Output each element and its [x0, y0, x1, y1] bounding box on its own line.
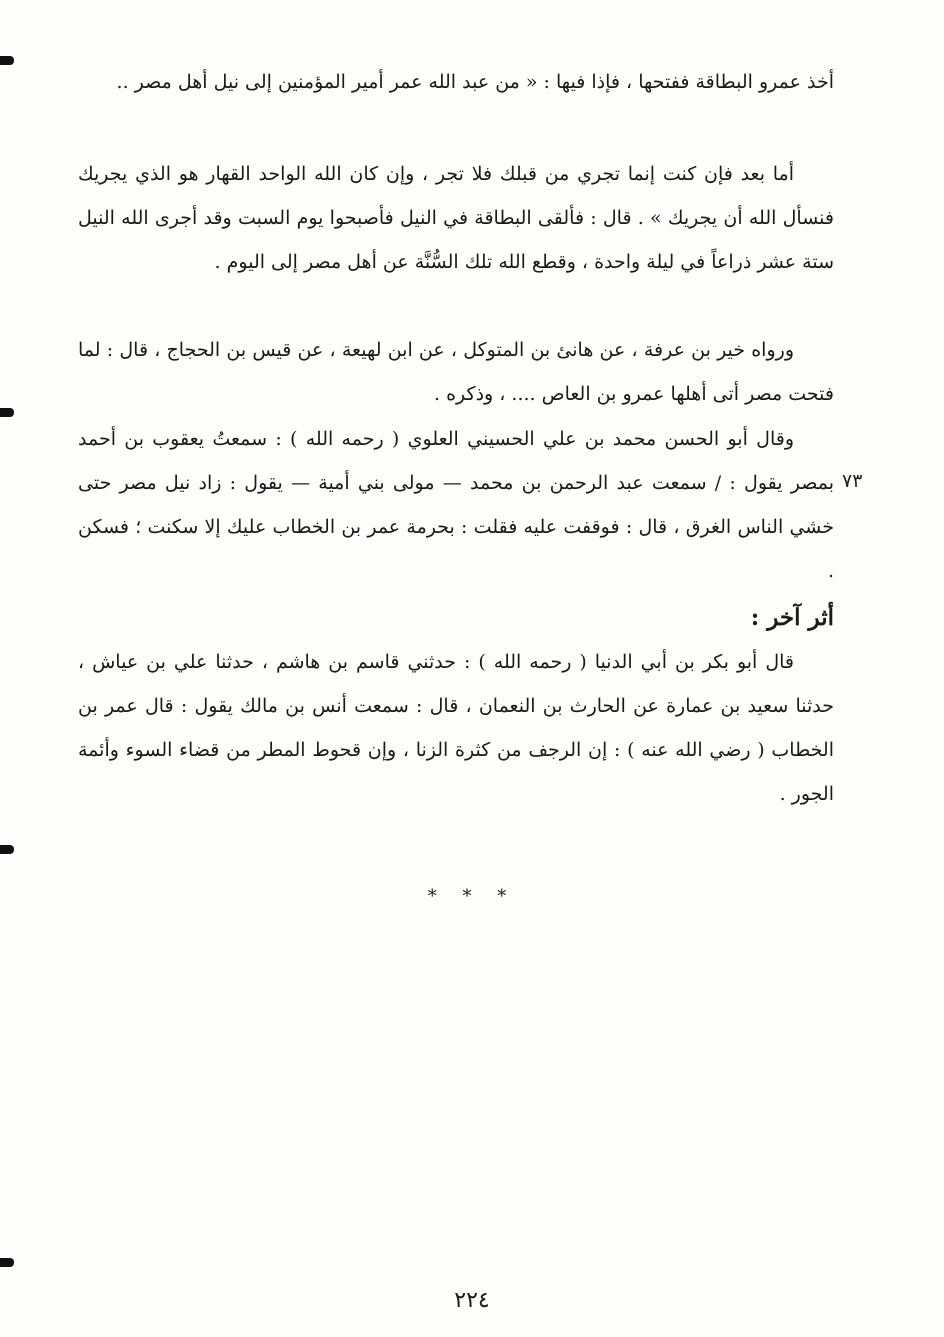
paragraph-text: وقال أبو الحسن محمد بن علي الحسيني العلوي ( رحمه الله ) : سمعتُ يعقوب بن أحمد بمصر يقول : / سمعت عبد الرحمن بن محمد — مولى بني أمية — يقول : زاد نيل مصر حتى خشي الناس الغرق ، قال : فوقفت عليه فقلت : بحرمة عمر بن الخطاب عليك إلا سكنت ؛ فسكن . — [78, 428, 834, 582]
paragraph-3 — [78, 328, 834, 416]
binding-mark — [0, 845, 14, 854]
paragraph-2 — [78, 152, 834, 284]
paragraph-text: قال أبو بكر بن أبي الدنيا ( رحمه الله ) : حدثني قاسم بن هاشم ، حدثنا علي بن عياش ، حدثنا سعيد بن عمارة عن الحارث بن النعمان ، قال : سمعت أنس بن مالك يقول : قال عمر بن الخطاب ( رضي الله عنه ) : إن الرجف من كثرة الزنا ، وإن قحوط المطر من قضاء السوء وأئمة الجور . — [78, 651, 834, 805]
section-heading: أثر آخر : — [750, 604, 834, 631]
page-number: ٢٢٤ — [454, 1288, 490, 1313]
paragraph-text: أخذ عمرو البطاقة ففتحها ، فإذا فيها : « من عبد الله عمر أمير المؤمنين إلى نيل أهل مصر .. — [116, 71, 834, 93]
margin-page-number: ٧٣ — [842, 470, 863, 492]
paragraph-text: أما بعد فإن كنت إنما تجري من قبلك فلا تجر ، وإن كان الله الواحد القهار هو الذي يجريك فنسأل الله أن يجريك » . قال : فألقى البطاقة في النيل فأصبحوا يوم السبت وقد أجرى الله النيل ستة عشر ذراعاً في ليلة واحدة ، وقطع الله تلك السُّنَّة عن أهل مصر إلى اليوم . — [78, 163, 834, 273]
binding-mark — [0, 56, 14, 65]
paragraph-1 — [78, 60, 834, 104]
paragraph-5 — [78, 640, 834, 816]
section-separator: * * * — [427, 886, 517, 907]
paragraph-text: ورواه خير بن عرفة ، عن هانئ بن المتوكل ، عن ابن لهيعة ، عن قيس بن الحجاج ، قال : لما فتحت مصر أتى أهلها عمرو بن العاص .... ، وذكره . — [78, 339, 834, 405]
binding-mark — [0, 408, 14, 417]
binding-mark — [0, 1258, 14, 1267]
paragraph-4 — [78, 417, 834, 593]
